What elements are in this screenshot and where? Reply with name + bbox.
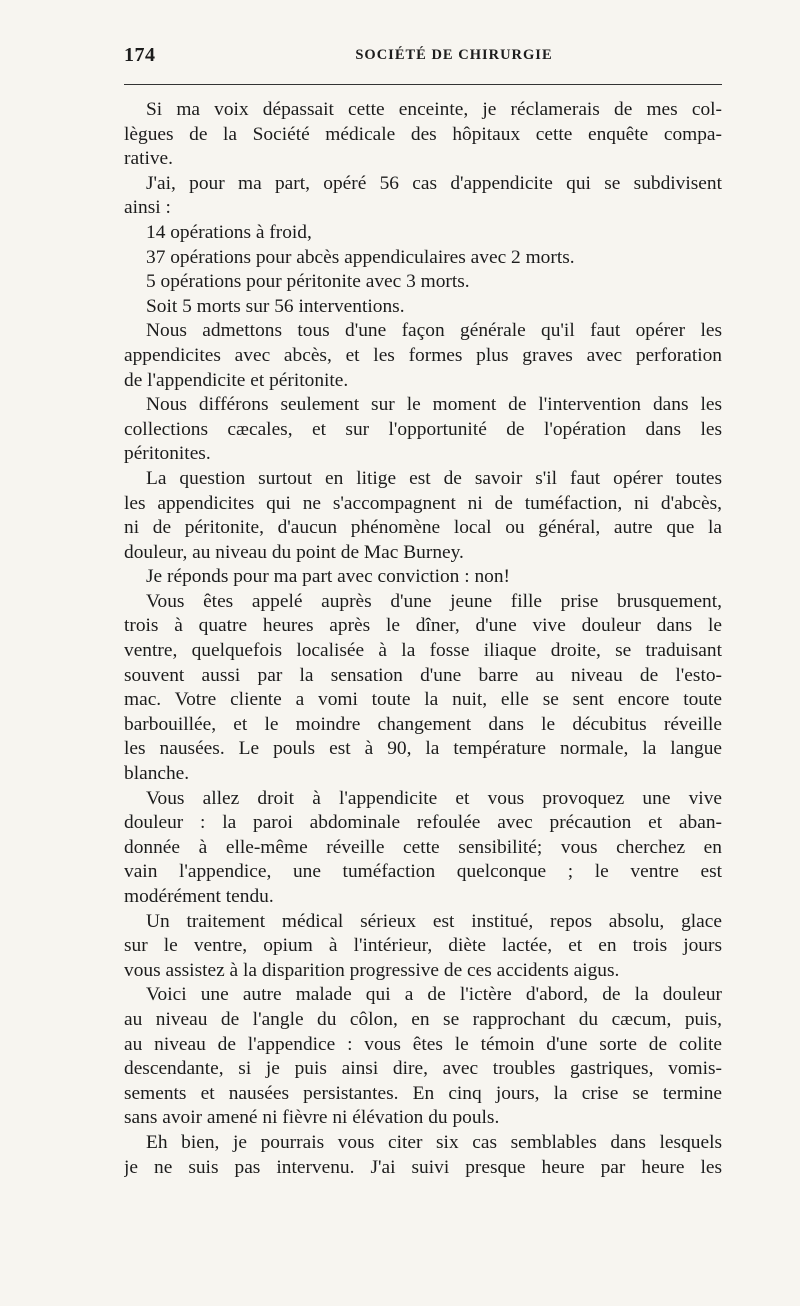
text-line: au niveau de l'appendice : vous êtes le témoin d'une sorte de colite <box>124 1033 722 1055</box>
text-line: rative. <box>124 148 173 170</box>
text-line: 37 opérations pour abcès appendiculaires avec 2 morts. <box>146 246 575 268</box>
text-line: 5 opérations pour péritonite avec 3 morts. <box>146 271 470 293</box>
text-line: Nous différons seulement sur le moment de l'intervention dans les <box>146 394 722 416</box>
text-line: Vous êtes appelé auprès d'une jeune fille prise brusquement, <box>146 590 722 612</box>
text-line: Vous allez droit à l'appendicite et vous provoquez une vive <box>146 787 722 809</box>
text-line: La question surtout en litige est de savoir s'il faut opérer toutes <box>146 467 722 489</box>
text-line: blanche. <box>124 763 190 785</box>
text-line: les appendicites qui ne s'accompagnent ni de tuméfaction, ni d'abcès, <box>124 492 722 514</box>
text-line: Nous admettons tous d'une façon générale qu'il faut opérer les <box>146 320 722 342</box>
text-line: donnée à elle-même réveille cette sensibilité; vous cherchez en <box>124 836 722 858</box>
header-rule <box>124 84 722 85</box>
text-line: Soit 5 morts sur 56 interventions. <box>146 295 405 317</box>
text-line: vain l'appendice, une tuméfaction quelconque ; le ventre est <box>124 861 722 883</box>
text-line: douleur, au niveau du point de Mac Burney. <box>124 541 464 563</box>
text-line: ainsi : <box>124 197 171 219</box>
text-line: Voici une autre malade qui a de l'ictère d'abord, de la douleur <box>146 984 722 1006</box>
text-line: de l'appendicite et péritonite. <box>124 369 349 391</box>
text-line: mac. Votre cliente a vomi toute la nuit, elle se sent encore toute <box>124 689 722 711</box>
body-text <box>124 98 722 1180</box>
text-line: Si ma voix dépassait cette enceinte, je réclamerais de mes col- <box>146 99 722 120</box>
text-line: douleur : la paroi abdominale refoulée avec précaution et aban- <box>124 812 722 834</box>
text-line: sur le ventre, opium à l'intérieur, diète lactée, et en trois jours <box>124 935 722 957</box>
text-line: collections cæcales, et sur l'opportunité de l'opération dans les <box>124 418 722 440</box>
page-header <box>124 44 722 74</box>
text-line: Je réponds pour ma part avec conviction : non! <box>146 566 511 588</box>
text-line: descendante, si je puis ainsi dire, avec troubles gastriques, vomis- <box>124 1058 722 1080</box>
text-line: péritonites. <box>124 443 211 465</box>
running-title: SOCIÉTÉ DE CHIRURGIE <box>355 47 553 63</box>
text-line: les nausées. Le pouls est à 90, la température normale, la langue <box>124 738 722 760</box>
text-line: 14 opérations à froid, <box>146 221 312 243</box>
text-line: Un traitement médical sérieux est institué, repos absolu, glace <box>146 910 722 932</box>
text-line: barbouillée, et le moindre changement dans le décubitus réveille <box>124 713 722 735</box>
text-line: appendicites avec abcès, et les formes plus graves avec perforation <box>124 344 722 366</box>
text-line: sements et nausées persistantes. En cinq jours, la crise se termine <box>124 1082 722 1104</box>
text-line: trois à quatre heures après le dîner, d'une vive douleur dans le <box>124 615 722 637</box>
text-line: Eh bien, je pourrais vous citer six cas semblables dans lesquels <box>146 1131 722 1153</box>
text-line: ventre, quelquefois localisée à la fosse iliaque droite, se traduisant <box>124 640 722 662</box>
text-line: je ne suis pas intervenu. J'ai suivi presque heure par heure les <box>124 1156 722 1178</box>
text-line: modérément tendu. <box>124 886 274 907</box>
text-line: vous assistez à la disparition progressive de ces accidents aigus. <box>124 959 620 981</box>
text-line: ni de péritonite, d'aucun phénomène local ou général, autre que la <box>124 517 722 539</box>
text-line: lègues de la Société médicale des hôpitaux cette enquête compa- <box>124 123 722 145</box>
text-line: souvent aussi par la sensation d'une barre au niveau de l'esto- <box>124 664 722 686</box>
text-line: sans avoir amené ni fièvre ni élévation du pouls. <box>124 1107 500 1129</box>
page-number: 174 <box>124 44 156 66</box>
text-line: au niveau de l'angle du côlon, en se rapprochant du cæcum, puis, <box>124 1008 722 1030</box>
text-line: J'ai, pour ma part, opéré 56 cas d'appendicite qui se subdivisent <box>146 172 722 194</box>
